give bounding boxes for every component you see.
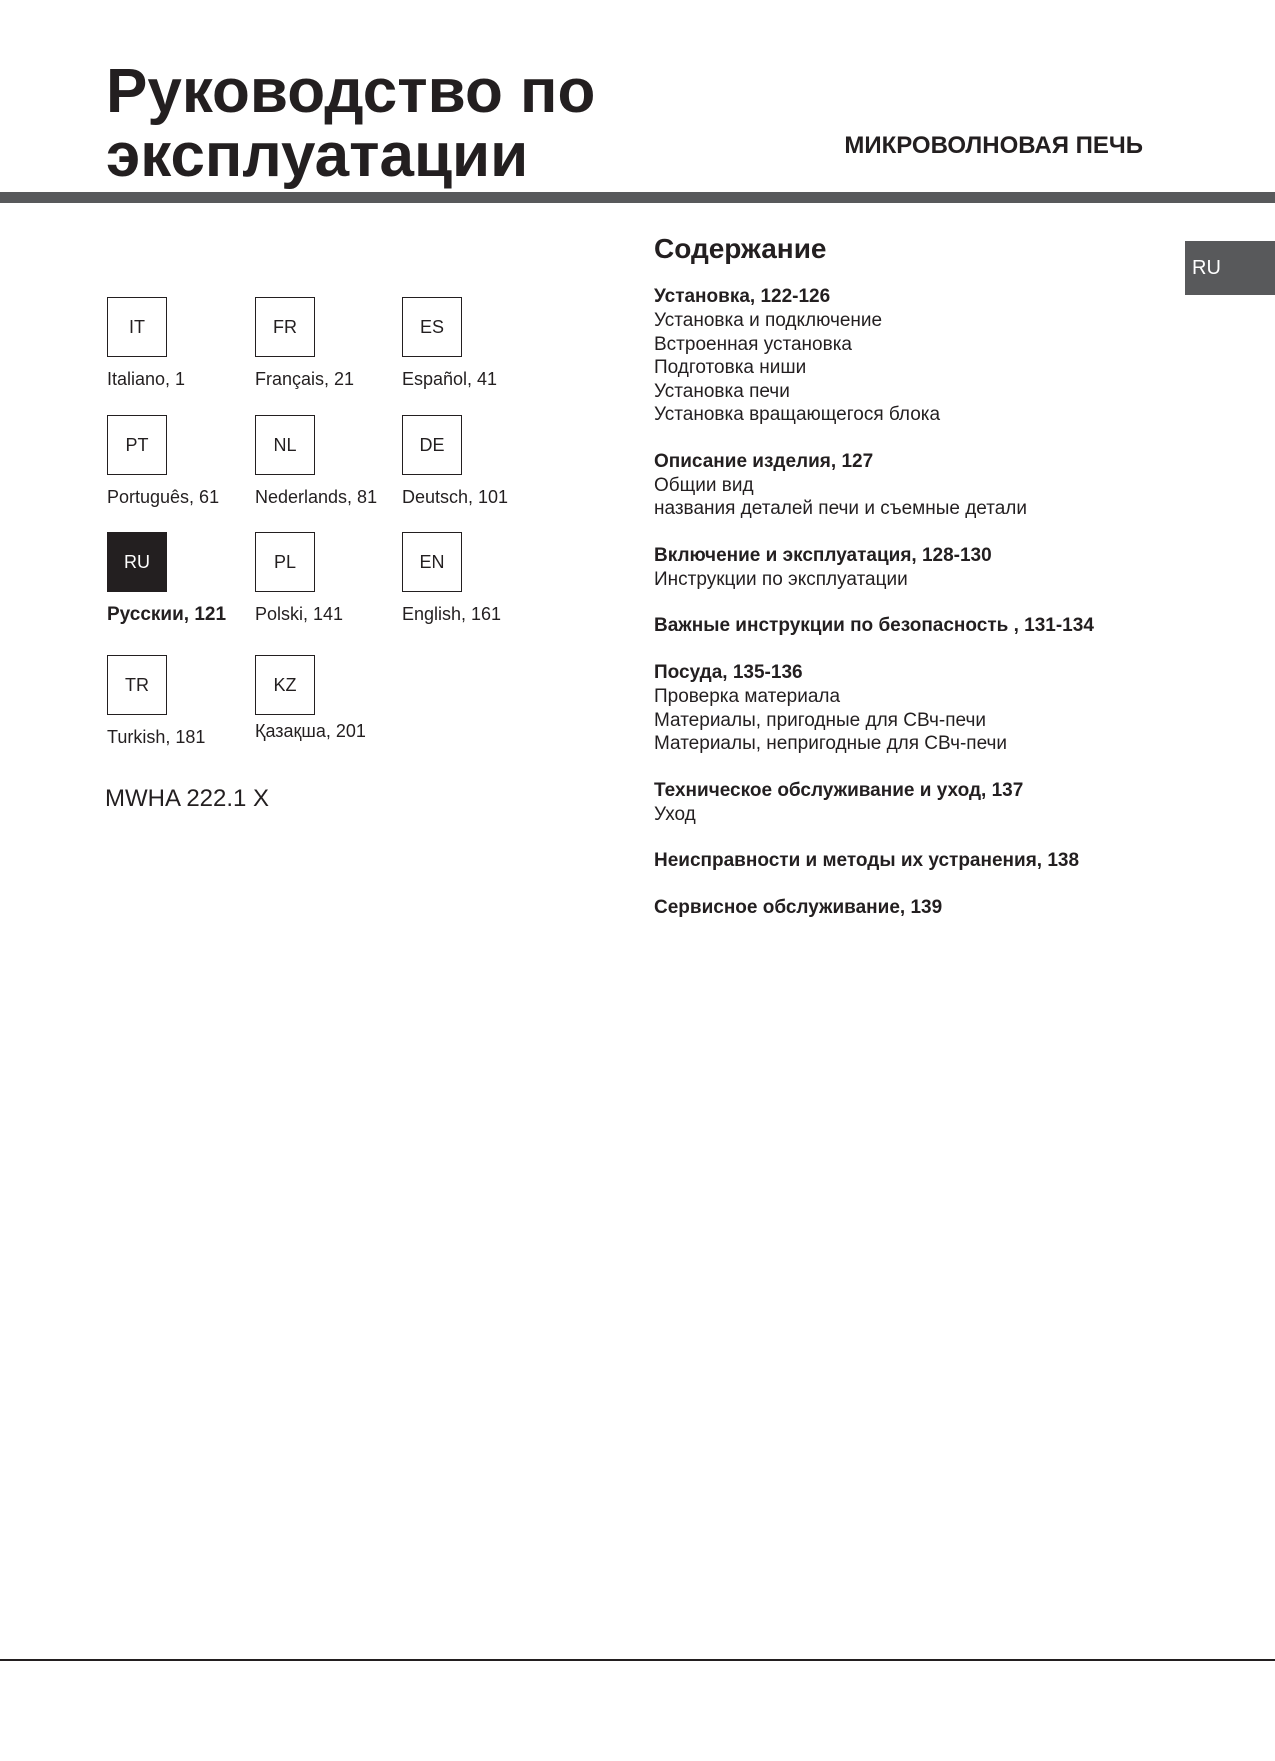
table-of-contents: [654, 233, 1214, 943]
toc-subitem[interactable]: Установка печи: [654, 380, 790, 402]
language-item-es[interactable]: [402, 297, 497, 390]
page-title: [106, 57, 596, 190]
language-code-box[interactable]: PT: [107, 415, 167, 475]
toc-section: [654, 614, 1214, 638]
header-divider: [0, 192, 1275, 203]
language-code-box[interactable]: EN: [402, 532, 462, 592]
language-item-nl[interactable]: [255, 415, 377, 508]
language-code-box[interactable]: DE: [402, 415, 462, 475]
toc-section-title[interactable]: Важные инструкции по безопасность , 131-134: [654, 615, 1094, 636]
toc-section-title[interactable]: Включение и эксплуатация, 128-130: [654, 544, 992, 566]
toc-section-title[interactable]: Неисправности и методы их устранения, 138: [654, 850, 1080, 871]
toc-section-title[interactable]: Установка, 122-126: [654, 286, 831, 307]
toc-heading: Содержание: [654, 233, 827, 264]
page-title-line2: эксплуатации: [106, 121, 529, 190]
language-code-box[interactable]: IT: [107, 297, 167, 357]
language-code-box[interactable]: NL: [255, 415, 315, 475]
toc-section-title[interactable]: Посуда, 135-136: [654, 662, 803, 683]
language-code-box-selected[interactable]: RU: [107, 532, 167, 592]
toc-section: [654, 285, 1214, 427]
language-label: Français, 21: [255, 369, 355, 389]
language-code-box[interactable]: KZ: [255, 655, 315, 715]
language-label: English, 161: [402, 604, 502, 624]
language-item-de[interactable]: [402, 415, 508, 508]
model-number: MWHA 222.1 X: [105, 785, 270, 812]
language-label: Turkish, 181: [107, 727, 206, 747]
toc-subitem[interactable]: Подготовка ниши: [654, 357, 807, 378]
language-item-en[interactable]: [402, 532, 501, 625]
page-title-line1: Руководство по: [106, 57, 596, 126]
toc-subitem[interactable]: Материалы, непригодные для СВч-печи: [654, 733, 1008, 754]
language-label: Deutsch, 101: [402, 487, 509, 507]
toc-section: [654, 849, 1214, 873]
language-item-pl[interactable]: [255, 532, 343, 625]
toc-subitem[interactable]: Встроенная установка: [654, 333, 852, 355]
language-label: Nederlands, 81: [255, 487, 378, 507]
language-label-selected: Русскии, 121: [107, 604, 227, 625]
toc-subitem[interactable]: Инструкции по эксплуатации: [654, 568, 908, 590]
language-item-fr[interactable]: [255, 297, 354, 390]
toc-section: [654, 779, 1214, 827]
toc-subitem[interactable]: Общии вид: [654, 474, 754, 496]
toc-subitem[interactable]: Установка и подключение: [654, 310, 883, 331]
language-label: Polski, 141: [255, 604, 344, 624]
footer-divider: [0, 1659, 1275, 1661]
language-label: Қазақша, 201: [255, 721, 366, 741]
language-code-box[interactable]: TR: [107, 655, 167, 715]
toc-subitem[interactable]: Проверка материала: [654, 686, 841, 707]
language-item-kz[interactable]: [255, 655, 366, 742]
toc-subitem[interactable]: Материалы, пригодные для СВч-печи: [654, 709, 986, 731]
toc-section: [654, 661, 1214, 756]
toc-section-title[interactable]: Описание изделия, 127: [654, 450, 874, 472]
language-side-tab[interactable]: RU: [1185, 241, 1275, 295]
toc-section: [654, 450, 1214, 521]
toc-subitem[interactable]: Уход: [654, 803, 696, 825]
product-type: МИКРОВОЛНОВАЯ ПЕЧЬ: [844, 132, 1143, 159]
language-item-it[interactable]: [107, 297, 185, 390]
language-code-box[interactable]: ES: [402, 297, 462, 357]
language-item-ru[interactable]: [107, 532, 226, 626]
language-item-tr[interactable]: [107, 655, 205, 748]
language-label: Español, 41: [402, 369, 498, 389]
toc-section-title[interactable]: Сервисное обслуживание, 139: [654, 897, 943, 918]
toc-section-title[interactable]: Техническое обслуживание и уход, 137: [654, 779, 1024, 801]
toc-section: [654, 896, 1214, 920]
toc-subitem[interactable]: названия деталей печи и съемные детали: [654, 498, 1027, 519]
toc-subitem[interactable]: Установка вращающегося блока: [654, 404, 941, 425]
language-label: Português, 61: [107, 487, 220, 507]
language-label: Italiano, 1: [107, 369, 186, 389]
language-item-pt[interactable]: [107, 415, 219, 508]
toc-section: [654, 544, 1214, 592]
language-code-box[interactable]: PL: [255, 532, 315, 592]
language-code-box[interactable]: FR: [255, 297, 315, 357]
